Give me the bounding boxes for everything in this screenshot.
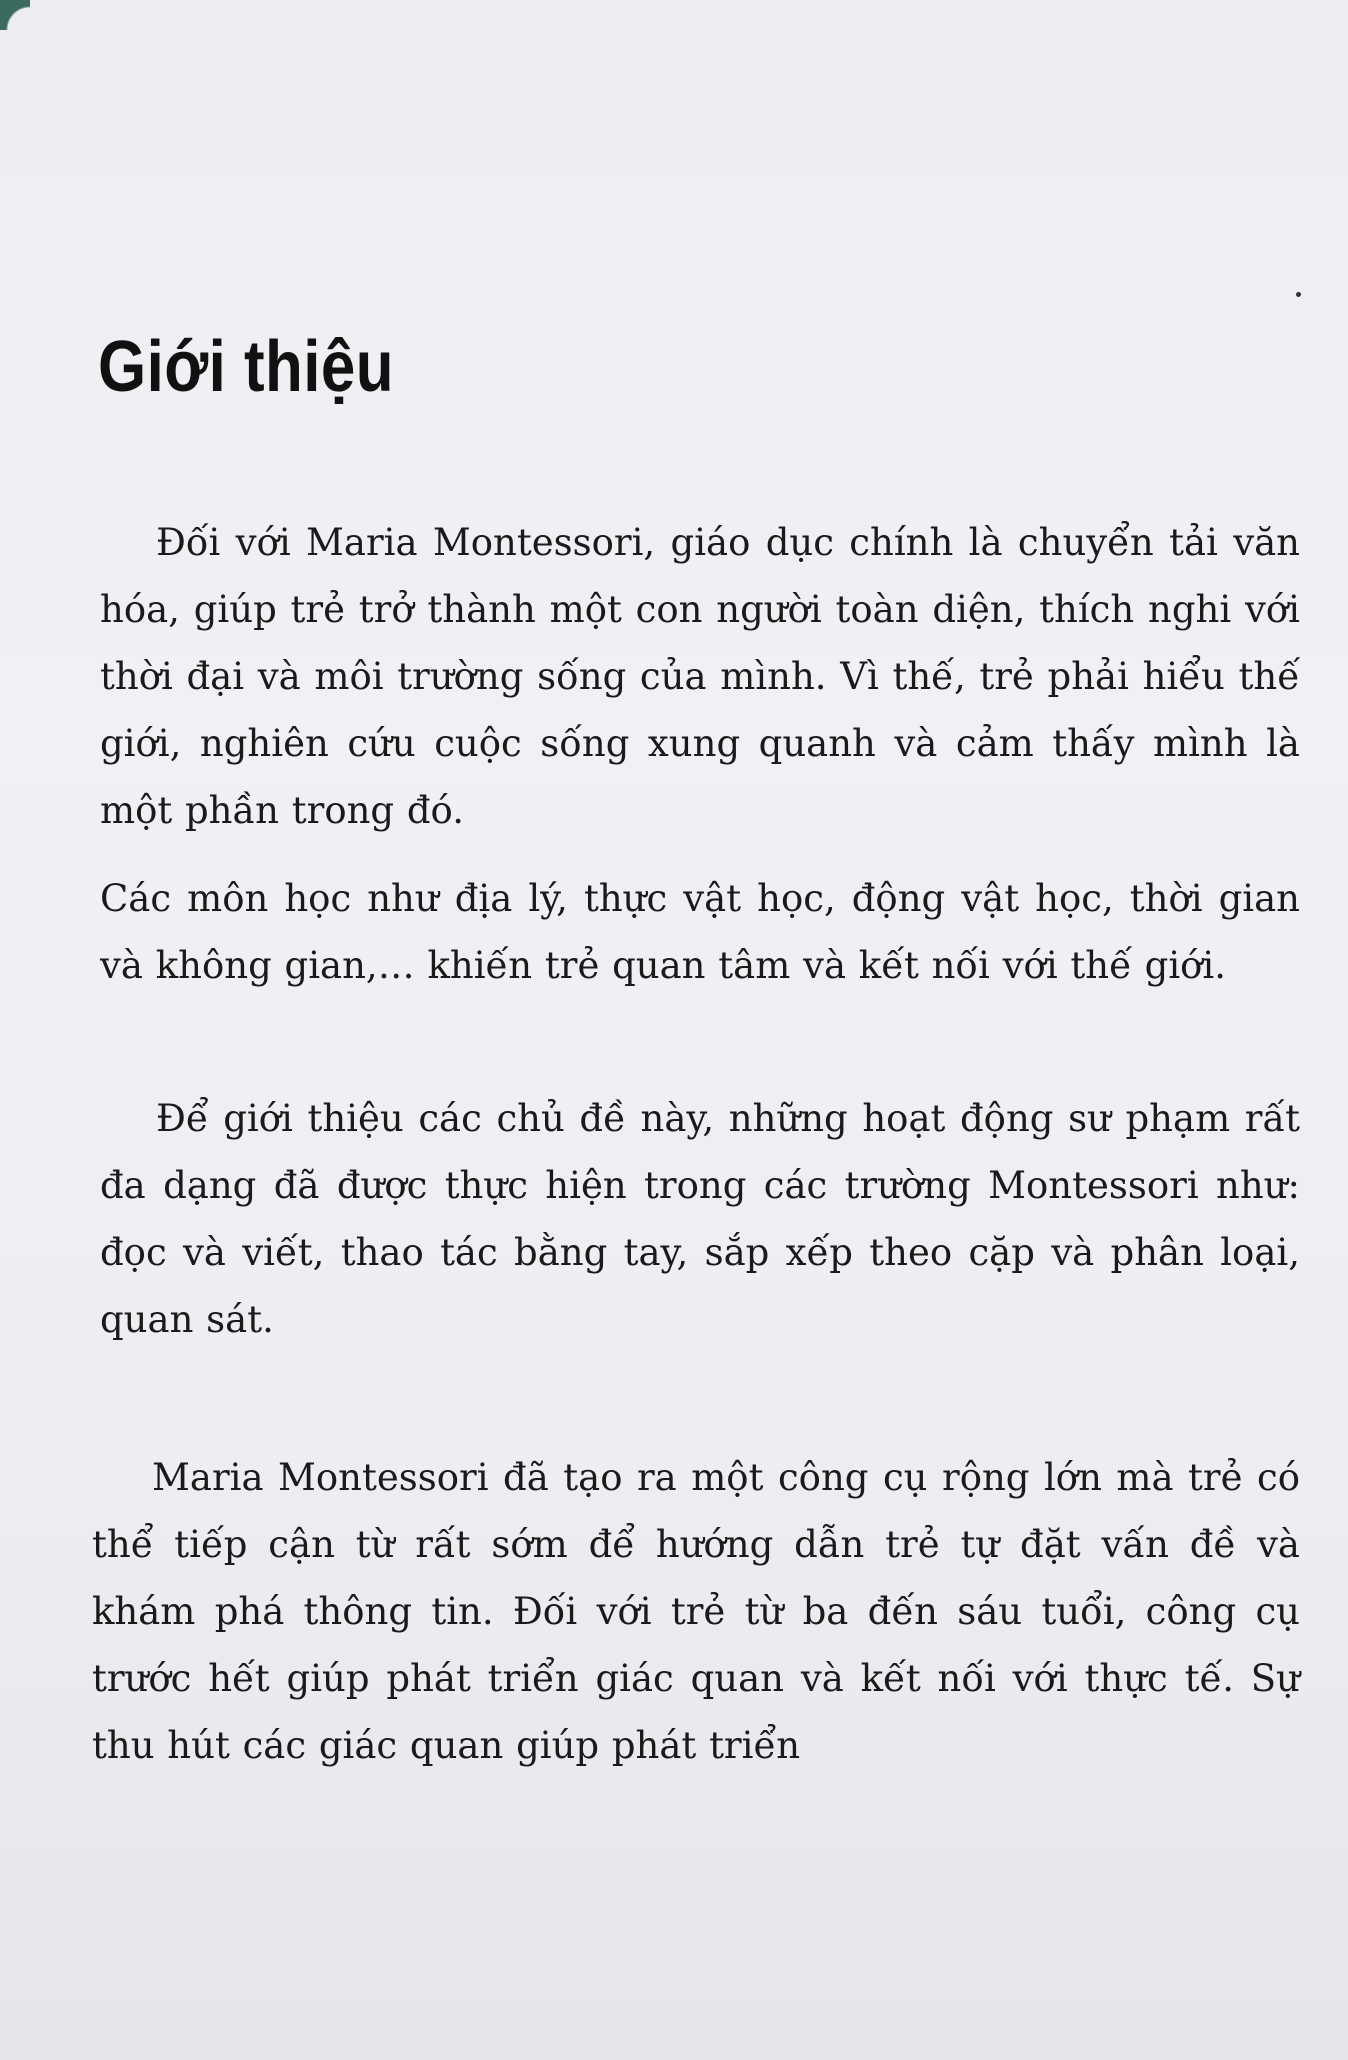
paragraph-1: Đối với Maria Montessori, giáo dục chính là chuyển tải văn hóa, giúp trẻ trở thành một con người toàn diện, thích nghi với thời đại và môi trường sống của mình. Vì thế, trẻ phải hiểu thế giới, nghiên cứu cuộc sống xung quanh và cảm thấy mình là một phần trong đó. <box>100 521 1300 832</box>
page-corner <box>0 0 30 30</box>
page-title: Giới thiệu <box>98 327 395 407</box>
paragraph-4: Maria Montessori đã tạo ra một công cụ rộng lớn mà trẻ có thể tiếp cận từ rất sớm để hướng dẫn trẻ tự đặt vấn đề và khám phá thông tin. Đối với trẻ từ ba đến sáu tuổi, công cụ trước hết giúp phát triển giác quan và kết nối với thực tế. Sự thu hút các giác quan giúp phát triển <box>92 1456 1300 1767</box>
paragraph-2: Các môn học như địa lý, thực vật học, động vật học, thời gian và không gian,… khiến trẻ quan tâm và kết nối với thế giới. <box>100 877 1300 987</box>
speck <box>1296 292 1301 297</box>
paragraph-3: Để giới thiệu các chủ đề này, những hoạt động sư phạm rất đa dạng đã được thực hiện trong các trường Montessori như: đọc và viết, thao tác bằng tay, sắp xếp theo cặp và phân loại, quan sát. <box>100 1097 1300 1341</box>
